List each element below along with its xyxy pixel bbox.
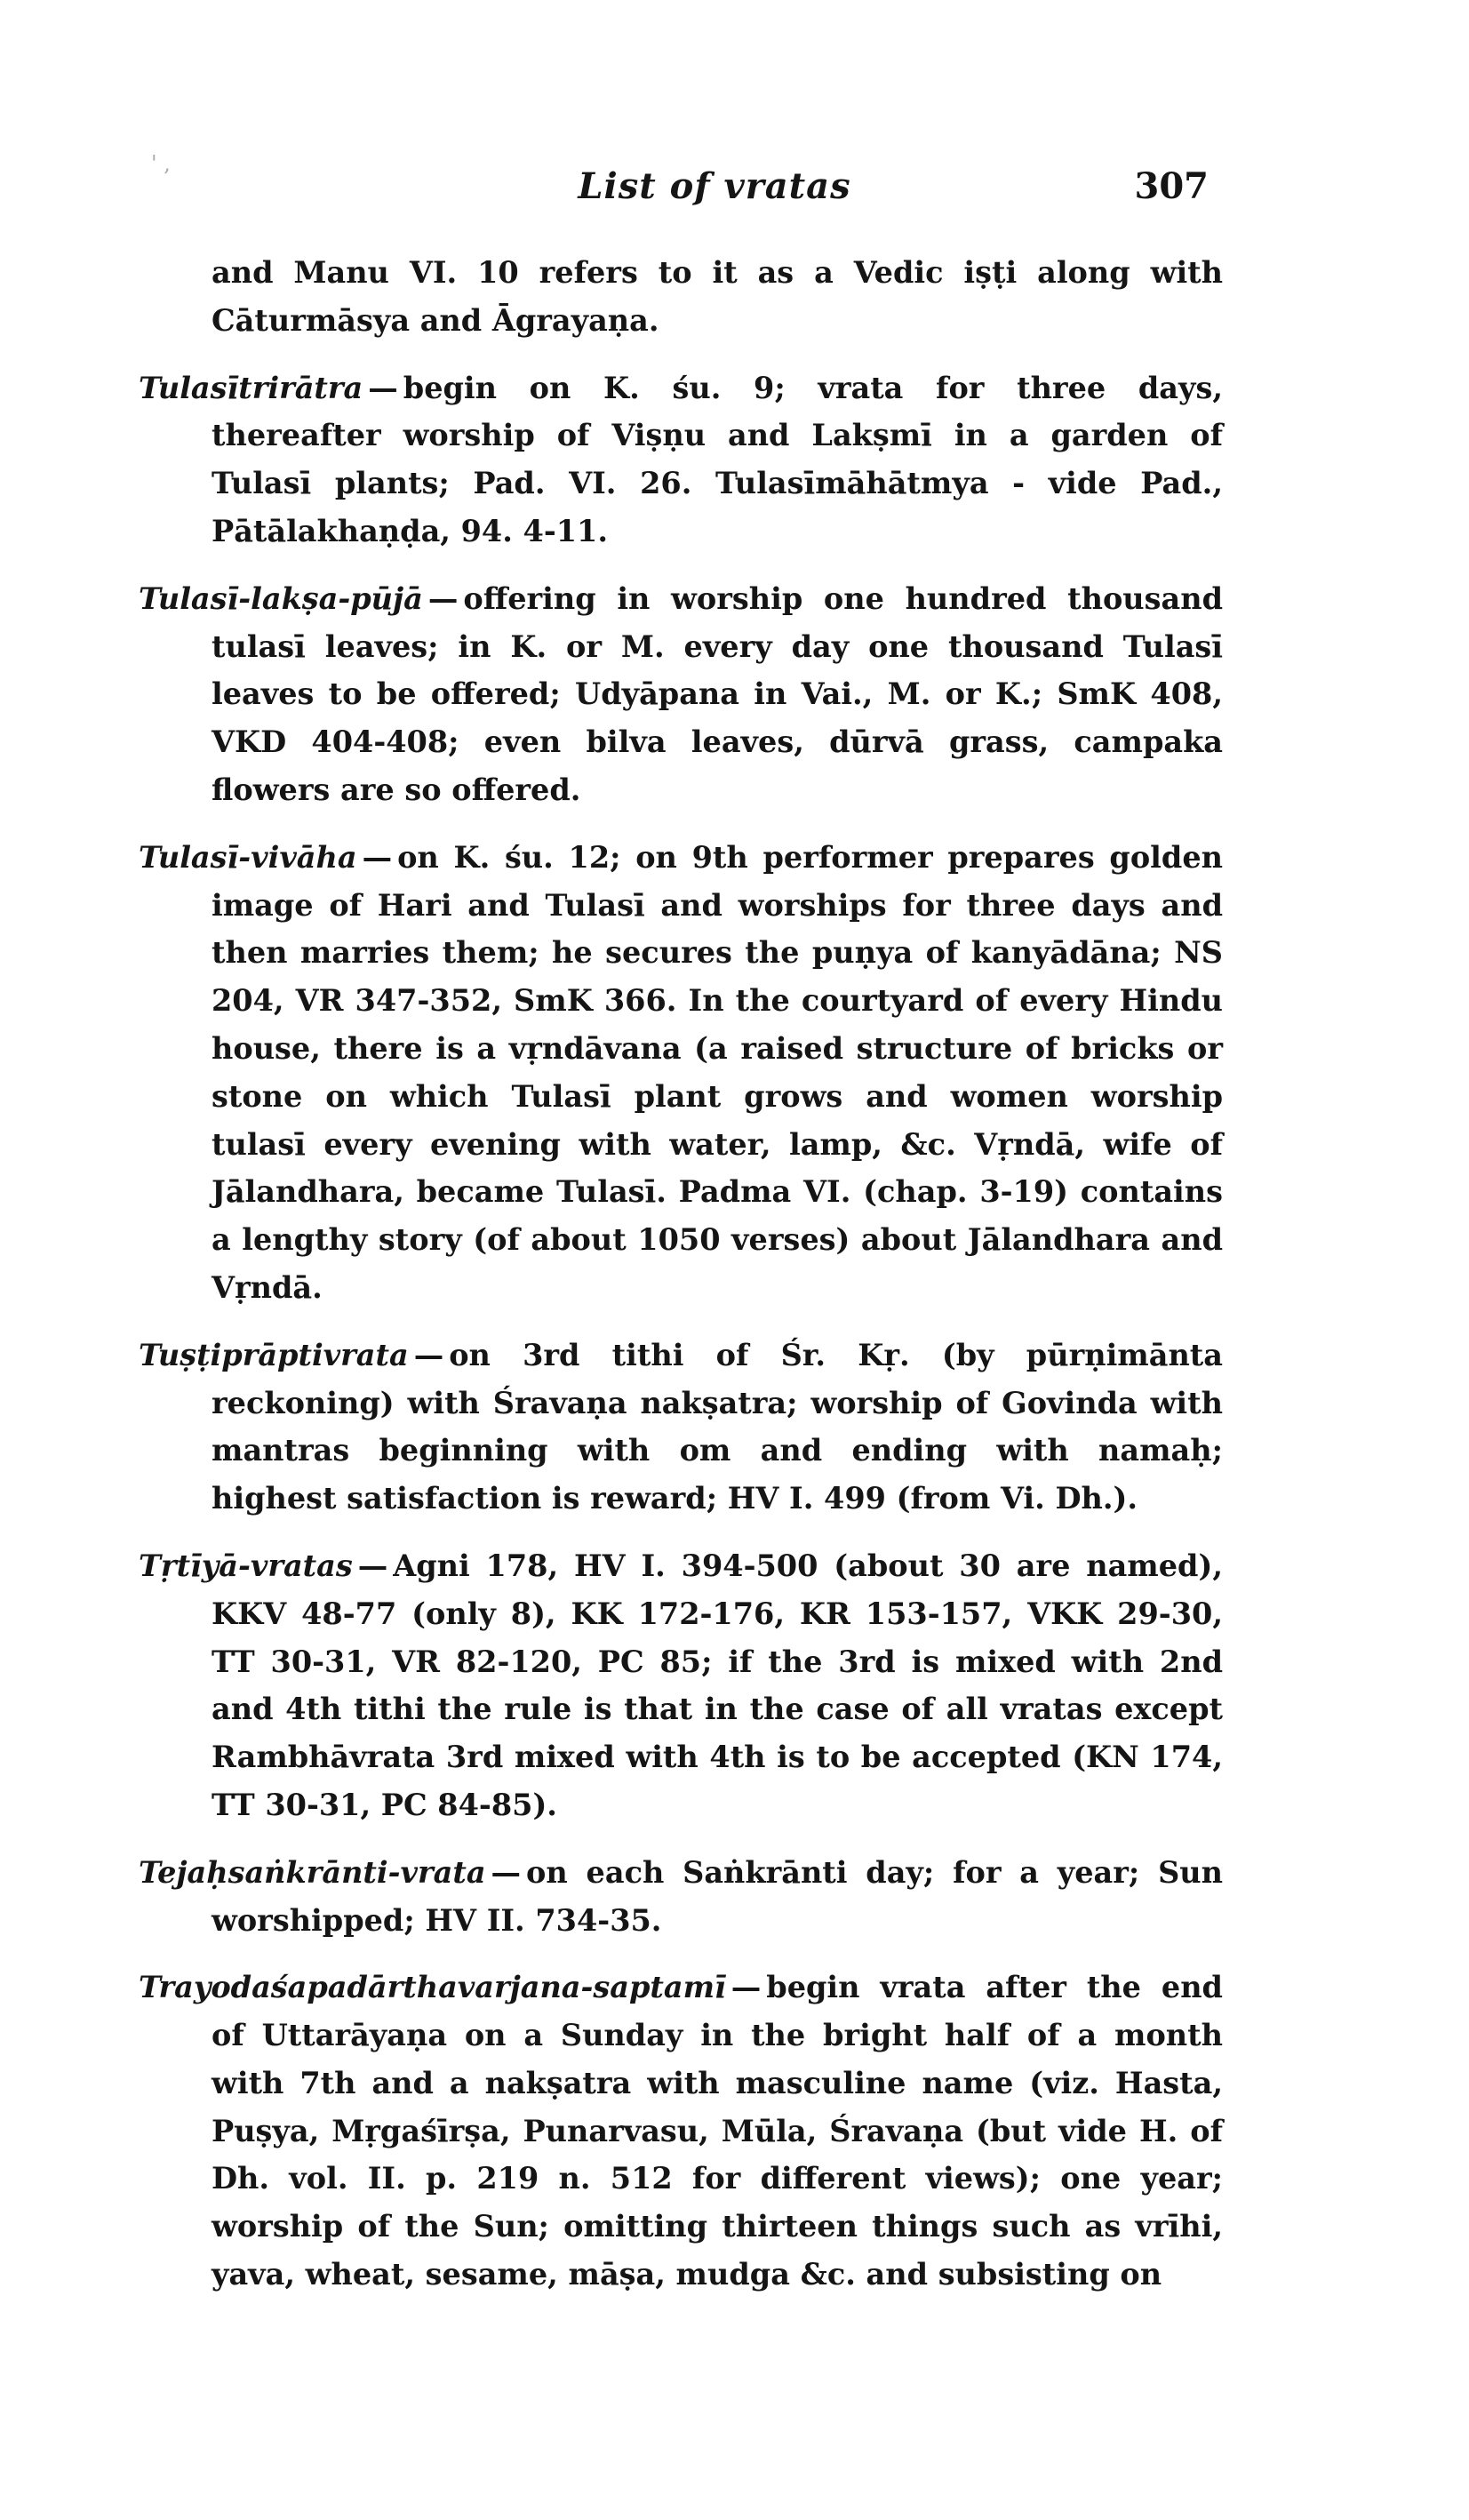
em-dash: — [413, 1337, 444, 1372]
em-dash: — [362, 839, 393, 875]
entry-tulasi-vivaha [139, 834, 1223, 1312]
entry-text: offering in worship one hundred thousand tulasī leaves; in K. or M. every day one thousand Tulasī leaves to be offered; Udyāpana in Vai., M. or K.; SmK 408, VKD 404-408; even bilva leaves, dūrvā grass, campaka flowers are so offered. [212, 580, 1223, 807]
entry-lemma: Tulasī-lakṣa-pūjā [139, 580, 423, 616]
page-number: 307 [1134, 165, 1209, 207]
entry-text: begin on K. śu. 9; vrata for three days, thereafter worship of Viṣṇu and Lakṣmī in a garden of Tulasī plants; Pad. VI. 26. Tulasīmāhātmya - vide Pad., Pātālakhaṇḍa, 94. 4-11. [212, 370, 1223, 548]
entry-lemma: Trayodaśapadārthavarjana-saptamī [139, 1970, 726, 2005]
em-dash: — [731, 1970, 762, 2005]
em-dash: — [427, 580, 459, 616]
running-title: List of vratas [578, 165, 851, 207]
entry-text: Agni 178, HV I. 394-500 (about 30 are named), KKV 48-77 (only 8), KK 172-176, KR 153-157, VKK 29-30, TT 30-31, VR 82-120, PC 85; if the 3rd is mixed with 2nd and 4th tithi the rule is that in the case of all vratas except Rambhāvrata 3rd mixed with 4th is to be accepted (KN 174, TT 30-31, PC 84-85). [212, 1548, 1223, 1822]
page-header [208, 158, 1221, 220]
entry-trtiya-vratas [139, 1542, 1223, 1829]
entry-trayodasapadarthavarjana-saptami [139, 1964, 1223, 2299]
entry-tulasi-laksa-puja [139, 575, 1223, 814]
entry-text: and Manu VI. 10 refers to it as a Vedic iṣṭi along with Cāturmāsya and Āgrayaṇa. [212, 255, 1223, 338]
entry-text: begin vrata after the end of Uttarāyaṇa on a Sunday in the bright half of a month with 7th and a nakṣatra with masculine name (viz. Hasta, Puṣya, Mṛgaśīrṣa, Punarvasu, Mūla, Śravaṇa (but vide H. of Dh. vol. II. p. 219 n. 512 for different views); one year; worship of the Sun; omitting thirteen things such as vrīhi, yava, wheat, sesame, māṣa, mudga &c. and subsisting on [212, 1970, 1223, 2292]
entry-lemma: Tejaḥsaṅkrānti-vrata [139, 1854, 486, 1890]
entry-tejahsankranti-vrata [139, 1849, 1223, 1945]
entry-lemma: Tṛtīyā-vratas [139, 1548, 353, 1583]
entry-text: on 3rd tithi of Śr. Kṛ. (by pūrṇimānta reckoning) with Śravaṇa nakṣatra; worship of Govinda with mantras beginning with om and ending with namaḥ; highest satisfaction is reward; HV I. 499 (from Vi. Dh.). [212, 1337, 1223, 1516]
entry-lemma: Tulasītrirātra [139, 370, 363, 405]
entry-continuation [139, 249, 1223, 345]
entry-text: on K. śu. 12; on 9th performer prepares golden image of Hari and Tulasī and worships for three days and then marries them; he secures the puṇya of kanyādāna; NS 204, VR 347-352, SmK 366. In the courtyard of every Hindu house, there is a vṛndāvana (a raised structure of bricks or stone on which Tulasī plant grows and women worship tulasī every evening with water, lamp, &c. Vṛndā, wife of Jālandhara, became Tulasī. Padma VI. (chap. 3-19) contains a lengthy story (of about 1050 verses) about Jālandhara and Vṛndā. [212, 839, 1223, 1305]
em-dash: — [368, 370, 398, 405]
scan-artifact: ' , [151, 151, 171, 176]
entry-text: on each Saṅkrānti day; for a year; Sun worshipped; HV II. 734-35. [212, 1854, 1223, 1938]
entry-lemma: Tulasī-vivāha [139, 839, 357, 875]
entry-lemma: Tuṣṭiprāptivrata [139, 1337, 409, 1372]
em-dash: — [357, 1548, 388, 1583]
entry-tustipraptivrata [139, 1332, 1223, 1523]
entry-tulasitriratra [139, 364, 1223, 556]
page-body [139, 249, 1223, 2318]
em-dash: — [491, 1854, 522, 1890]
